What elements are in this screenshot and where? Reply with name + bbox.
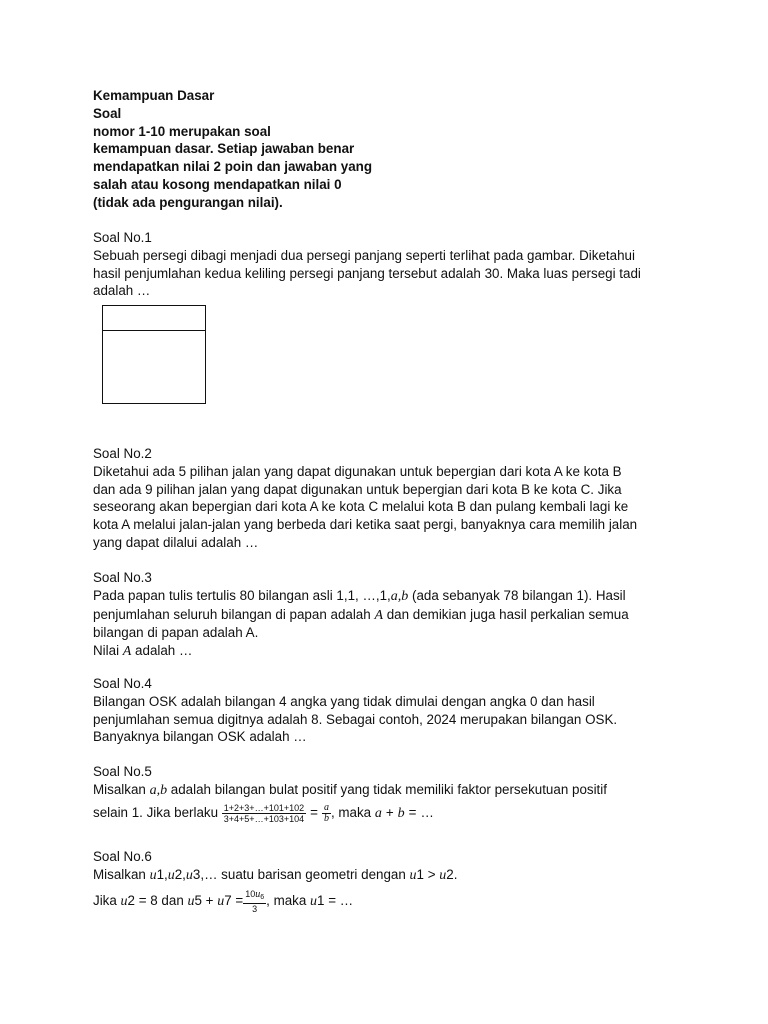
math-var: u — [149, 867, 157, 883]
intro-title: Kemampuan Dasar — [93, 88, 215, 103]
question-5-title: Soal No.5 — [93, 764, 152, 779]
text-run: 2 = 8 dan — [127, 892, 188, 908]
question-3-title: Soal No.3 — [93, 570, 152, 585]
fraction-denominator: 3+4+5+…+103+104 — [223, 813, 305, 824]
question-4-title: Soal No.4 — [93, 676, 152, 691]
question-3-text — [93, 642, 693, 661]
math-var: u — [120, 893, 128, 909]
intro-line: nomor 1-10 merupakan soal — [93, 123, 271, 139]
text-run: adalah bilangan bulat positif yang tidak memiliki faktor persekutuan positif — [167, 781, 607, 797]
math-var: A — [122, 644, 132, 660]
square-divider-line — [103, 330, 205, 331]
math-var: u — [310, 893, 318, 909]
math-var: u — [167, 867, 175, 883]
question-3 — [93, 569, 693, 661]
question-2-text: kota A melalui jalan-jalan yang berbeda dari ketika saat pergi, banyaknya cara memilih jalan — [93, 517, 638, 533]
question-1-text: hasil penjumlahan kedua keliling persegi panjang tersebut adalah 30. Maka luas persegi tadi — [93, 265, 641, 281]
intro-line: Soal — [93, 105, 122, 121]
u6-fraction — [243, 889, 266, 914]
math-var: A — [374, 607, 383, 623]
equals-sign: = — [408, 804, 417, 820]
question-6-title: Soal No.6 — [93, 849, 152, 864]
text-run: , maka — [330, 804, 375, 820]
text-run: , maka — [266, 892, 311, 908]
question-4 — [93, 675, 693, 746]
ellipsis: … — [420, 804, 434, 820]
question-3-text — [93, 606, 693, 625]
intro-section — [93, 87, 693, 212]
text-run: penjumlahan seluruh bilangan di papan adalah — [93, 606, 375, 622]
question-6-text — [93, 866, 693, 885]
question-4-text: Banyaknya bilangan OSK adalah … — [93, 729, 307, 745]
math-var: u — [217, 893, 225, 909]
text-run: selain 1. Jika berlaku — [93, 804, 222, 820]
question-6 — [93, 848, 693, 914]
text-run: Pada papan tulis tertulis 80 bilangan asli 1,1, …,1, — [93, 587, 391, 603]
text-run: (ada sebanyak 78 bilangan 1). Hasil — [408, 587, 626, 603]
text-run: Misalkan — [93, 866, 150, 882]
question-1 — [93, 229, 693, 300]
text-run: Nilai — [93, 643, 123, 659]
math-var: b — [397, 805, 405, 821]
text-run: 1, — [156, 866, 168, 882]
question-2-text: Diketahui ada 5 pilihan jalan yang dapat digunakan untuk bepergian dari kota A ke kota B — [93, 463, 622, 479]
question-1-text: Sebuah persegi dibagi menjadi dua persegi panjang seperti terlihat pada gambar. Diketahui — [93, 247, 635, 263]
math-var: a — [374, 805, 382, 821]
question-5 — [93, 763, 693, 824]
fraction-numerator — [243, 889, 266, 904]
text-run: dan demikian juga hasil perkalian semua — [383, 606, 629, 622]
question-5-text — [93, 803, 693, 824]
question-4-text: penjumlahan semua digitnya adalah 8. Sebagai contoh, 2024 merupakan bilangan OSK. — [93, 711, 618, 727]
math-var: u — [255, 888, 261, 900]
question-5-text — [93, 781, 693, 800]
question-3-text: bilangan di papan adalah A. — [93, 625, 259, 641]
math-var: u — [439, 867, 447, 883]
intro-line: (tidak ada pengurangan nilai). — [93, 194, 283, 210]
math-var: u — [185, 867, 193, 883]
fraction-denominator: b — [323, 812, 329, 824]
plus-sign: + — [385, 804, 394, 820]
question-2-text: dan ada 9 pilihan jalan yang dapat digunakan untuk bepergian dari kota B ke kota C. Jika — [93, 481, 622, 497]
intro-line: mendapatkan nilai 2 poin dan jawaban yang — [93, 159, 373, 175]
text-run: 1 > — [416, 866, 440, 882]
text-run: 7 = — [224, 892, 244, 908]
square-figure — [102, 305, 206, 404]
intro-line: kemampuan dasar. Setiap jawaban benar — [93, 141, 355, 157]
intro-line: salah atau kosong mendapatkan nilai 0 — [93, 176, 342, 192]
question-1-title: Soal No.1 — [93, 230, 152, 245]
text-run: 5 + — [194, 892, 218, 908]
text-run: adalah … — [131, 643, 193, 659]
equals-sign: = — [310, 804, 318, 820]
question-4-text: Bilangan OSK adalah bilangan 4 angka yang tidak dimulai dengan angka 0 dan hasil — [93, 693, 595, 709]
question-2-title: Soal No.2 — [93, 446, 152, 461]
math-var: u — [187, 893, 195, 909]
text-run: 2, — [174, 866, 186, 882]
question-1-text: adalah … — [93, 283, 151, 299]
ab-fraction — [322, 803, 331, 824]
text-run: 1 = … — [317, 892, 354, 908]
text-run: Misalkan — [93, 781, 150, 797]
math-var: a,b — [390, 588, 409, 604]
question-2-text: seseorang akan bepergian dari kota A ke kota C melalui kota B dan pulang kembali lagi ke — [93, 499, 629, 515]
subscript: 6 — [260, 893, 265, 901]
fraction-denominator: 3 — [252, 903, 258, 914]
text-run: 3,… suatu barisan geometri dengan — [192, 866, 410, 882]
math-var: u — [409, 867, 417, 883]
math-var: a,b — [149, 782, 168, 798]
fraction-numerator: 1+2+3+…+101+102 — [223, 802, 305, 813]
sum-fraction — [222, 803, 306, 824]
text-run: Jika — [93, 892, 121, 908]
question-2-text: yang dapat dilalui adalah … — [93, 534, 259, 550]
fraction-numerator: a — [323, 801, 329, 813]
text-run: 10 — [245, 888, 256, 899]
question-3-text — [93, 587, 693, 606]
text-run: 2. — [446, 866, 458, 882]
question-6-text — [93, 889, 693, 914]
question-2 — [93, 445, 693, 552]
